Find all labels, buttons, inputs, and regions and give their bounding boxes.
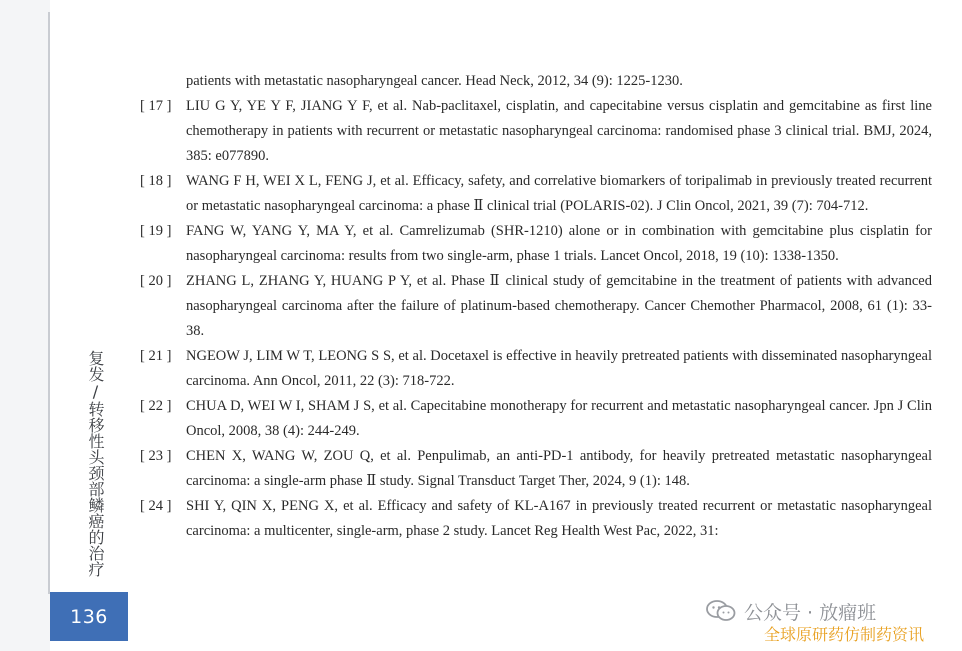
reference-number: [ 22 ] (140, 398, 172, 414)
reference-number: [ 24 ] (140, 498, 172, 514)
reference-number: [ 20 ] (140, 273, 172, 289)
reference-text: SHI Y, QIN X, PENG X, et al. Efficacy and safety of KL-A167 in previously treated recurrent or metastatic nasopharyngeal carcinoma: a multicenter, single-arm, phase 2 study. Lancet Reg Health West Pac, 2022, 31: (186, 498, 932, 539)
page-number-badge (50, 592, 128, 641)
reference-text: ZHANG L, ZHANG Y, HUANG P Y, et al. Phase Ⅱ clinical study of gemcitabine in the treatment of patients with advanced nasopharyngeal carcinoma after the failure of platinum-based chemotherapy. Cancer Chemother Pharmacol, 2008, 61 (1): 33-38. (186, 273, 932, 339)
reference-item (140, 169, 932, 219)
reference-item (140, 269, 932, 344)
reference-number: [ 17 ] (140, 98, 172, 114)
page-number: 136 (70, 605, 108, 628)
reference-item (140, 94, 932, 169)
margin-divider (48, 12, 50, 594)
reference-number: [ 21 ] (140, 348, 172, 364)
reference-list (140, 69, 932, 544)
reference-text: CHUA D, WEI W I, SHAM J S, et al. Capecitabine monotherapy for recurrent and metastatic nasopharyngeal cancer. Jpn J Clin Oncol, 2008, 38 (4): 244-249. (186, 398, 932, 439)
reference-item (140, 69, 932, 94)
reference-text: patients with metastatic nasopharyngeal cancer. Head Neck, 2012, 34 (9): 1225-1230. (186, 73, 683, 89)
chapter-title: 复发/转移性头颈部鳞癌的治疗 (86, 350, 105, 577)
watermark-tagline: 全球原研药仿制药资讯 (764, 625, 925, 644)
left-margin-strip (0, 0, 50, 651)
reference-text: NGEOW J, LIM W T, LEONG S S, et al. Docetaxel is effective in heavily pretreated patients with disseminated nasopharyngeal carcinoma. Ann Oncol, 2011, 22 (3): 718-722. (186, 348, 932, 389)
watermark (706, 598, 946, 646)
watermark-account: 公众号 · 放瘤班 (744, 602, 877, 624)
reference-number: [ 23 ] (140, 448, 172, 464)
reference-text: CHEN X, WANG W, ZOU Q, et al. Penpulimab, an anti-PD-1 antibody, for heavily pretreated metastatic nasopharyngeal carcinoma: a single-arm phase Ⅱ study. Signal Transduct Target Ther, 2024, 9 (1): 148. (186, 448, 932, 489)
reference-text: FANG W, YANG Y, MA Y, et al. Camrelizumab (SHR-1210) alone or in combination with gemcitabine plus cisplatin for nasopharyngeal carcinoma: results from two single-arm, phase 1 trials. Lancet Oncol, 2018, 19 (10): 1338-1350. (186, 223, 932, 264)
reference-number: [ 19 ] (140, 223, 172, 239)
reference-item (140, 344, 932, 394)
reference-item (140, 394, 932, 444)
reference-item (140, 494, 932, 544)
reference-item (140, 219, 932, 269)
reference-item (140, 444, 932, 494)
reference-text: WANG F H, WEI X L, FENG J, et al. Efficacy, safety, and correlative biomarkers of toripalimab in previously treated recurrent or metastatic nasopharyngeal carcinoma: a phase Ⅱ clinical trial (POLARIS-02). J Clin Oncol, 2021, 39 (7): 704-712. (186, 173, 932, 214)
reference-number: [ 18 ] (140, 173, 172, 189)
reference-text: LIU G Y, YE Y F, JIANG Y F, et al. Nab-paclitaxel, cisplatin, and capecitabine versus cisplatin and gemcitabine as first line chemotherapy in patients with recurrent or metastatic nasopharyngeal carcinoma: randomised phase 3 clinical trial. BMJ, 2024, 385: e077890. (186, 98, 932, 164)
wechat-icon (706, 600, 736, 622)
